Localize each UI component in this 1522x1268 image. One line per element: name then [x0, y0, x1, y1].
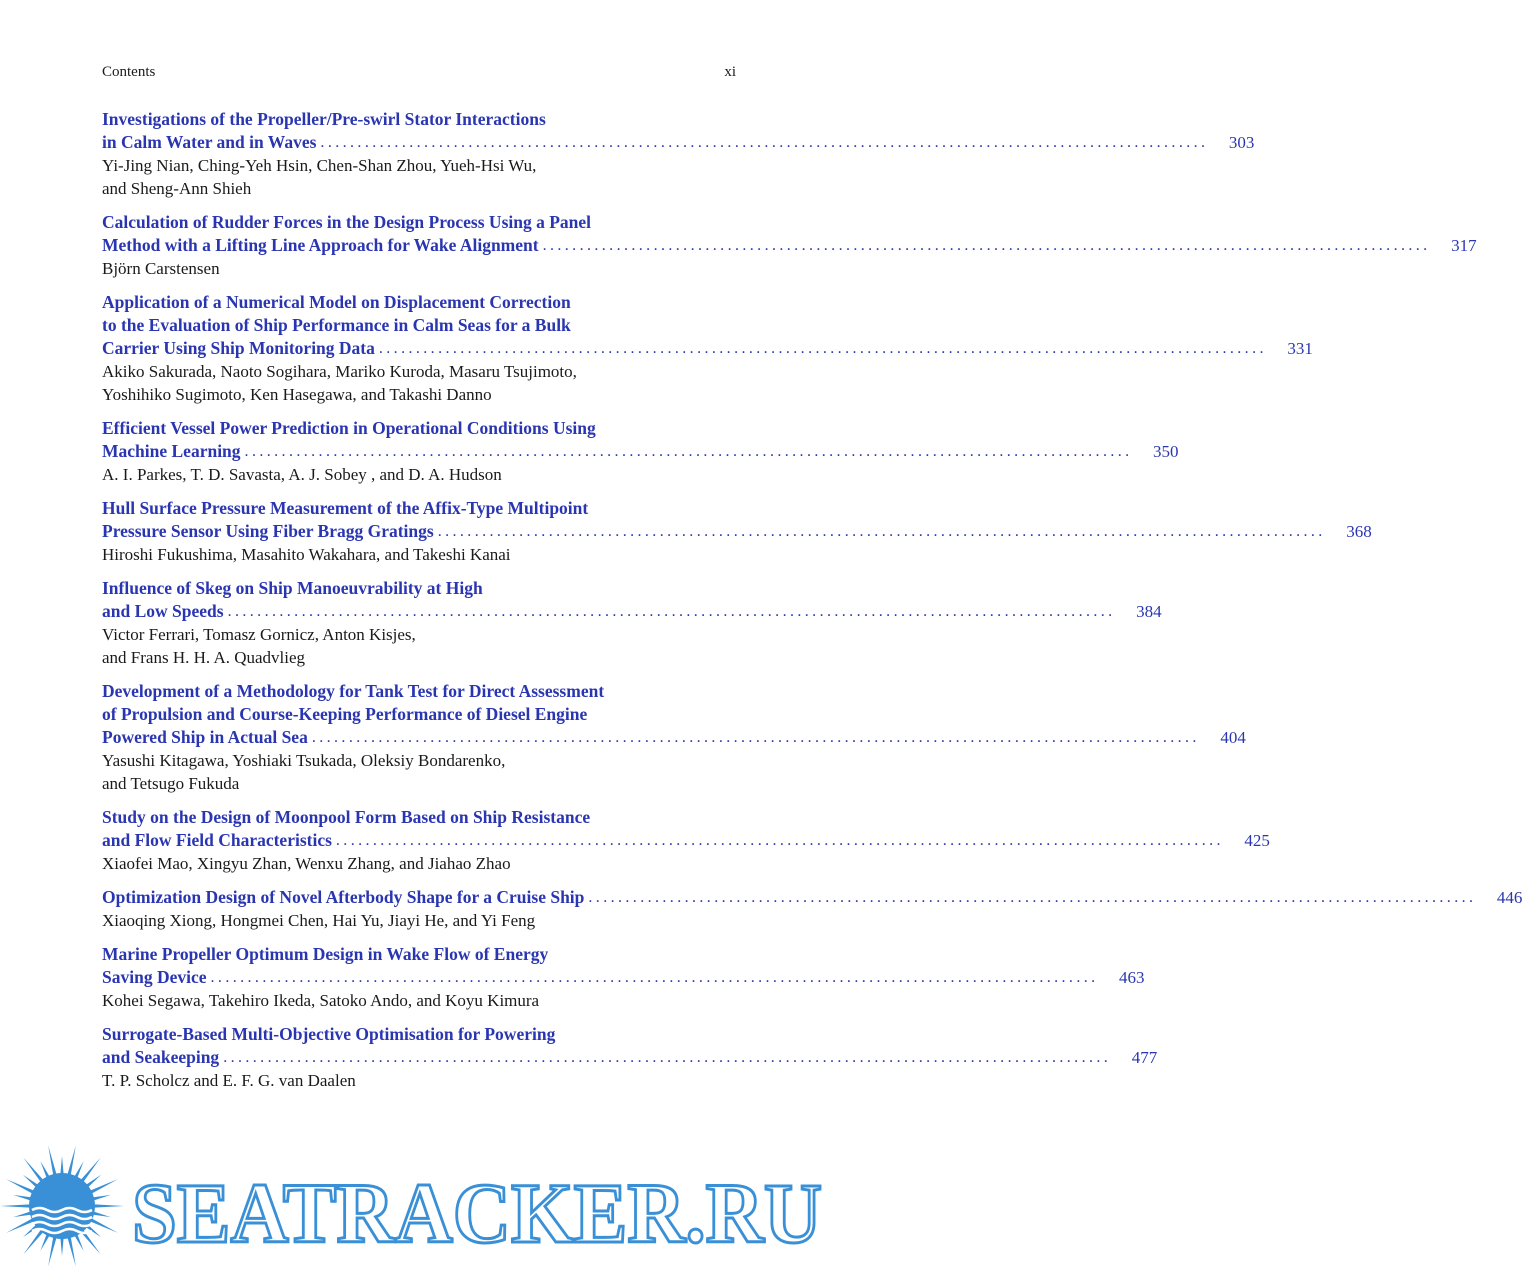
table-of-contents — [102, 108, 1522, 1103]
sun-ray — [67, 1235, 76, 1267]
toc-entry-page-number[interactable]: 368 — [1346, 522, 1372, 541]
toc-entry-authors: Kohei Segawa, Takehiro Ikeda, Satoko Ando, and Koyu Kimura — [102, 991, 540, 1010]
toc-entry-title[interactable]: Surrogate-Based Multi-Objective Optimisation for Powering — [102, 1024, 556, 1044]
dot-leader: ........................................................................................................................ — [223, 1049, 1112, 1066]
toc-entry-title-line[interactable] — [102, 806, 736, 829]
toc-entry-title[interactable]: Efficient Vessel Power Prediction in Operational Conditions Using — [102, 418, 596, 438]
toc-entry-title[interactable]: and Low Speeds — [102, 601, 224, 621]
toc-entry-authors: Victor Ferrari, Tomasz Gornicz, Anton Kisjes, — [102, 625, 416, 644]
sun-ray — [0, 1204, 32, 1208]
toc-entry-title[interactable]: Carrier Using Ship Monitoring Data — [102, 338, 375, 358]
toc-entry-authors: T. P. Scholcz and E. F. G. van Daalen — [102, 1071, 356, 1090]
toc-entry-title[interactable]: in Calm Water and in Waves — [102, 132, 317, 152]
dot-leader: ........................................................................................................................ — [542, 237, 1431, 254]
toc-entry-title[interactable]: of Propulsion and Course-Keeping Performance of Diesel Engine — [102, 704, 588, 724]
toc-entry-title[interactable]: to the Evaluation of Ship Performance in Calm Seas for a Bulk — [102, 315, 571, 335]
toc-entry — [102, 943, 1145, 1012]
toc-entry-page-number[interactable]: 477 — [1131, 1048, 1158, 1067]
toc-entry — [102, 291, 1313, 406]
toc-entry-title-line[interactable] — [102, 314, 736, 337]
toc-entry-title[interactable]: Powered Ship in Actual Sea — [102, 727, 308, 747]
toc-entry-title-line[interactable] — [102, 234, 1477, 257]
toc-entry-page-number[interactable]: 463 — [1119, 968, 1145, 987]
toc-entry-title-line[interactable] — [102, 337, 1313, 360]
toc-entry-title-line[interactable] — [102, 440, 1179, 463]
toc-entry-page-number[interactable]: 404 — [1220, 728, 1246, 747]
toc-entry-title-line[interactable] — [102, 417, 736, 440]
toc-entry-title-line[interactable] — [102, 1023, 736, 1046]
toc-entry-title-line[interactable] — [102, 1046, 1158, 1069]
toc-entry — [102, 806, 1270, 875]
toc-entry-title[interactable]: Pressure Sensor Using Fiber Bragg Gratings — [102, 521, 434, 541]
toc-entry — [102, 886, 1522, 932]
toc-entry-title-line[interactable] — [102, 211, 736, 234]
toc-entry-page-number[interactable]: 303 — [1228, 133, 1255, 152]
toc-entry-authors: Xiaoqing Xiong, Hongmei Chen, Hai Yu, Jiayi He, and Yi Feng — [102, 911, 536, 930]
toc-entry-title[interactable]: Study on the Design of Moonpool Form Based on Ship Resistance — [102, 807, 591, 827]
toc-entry-page-number[interactable]: 331 — [1287, 339, 1313, 358]
toc-entry-title-line[interactable] — [102, 703, 736, 726]
toc-entry-page-number[interactable]: 384 — [1136, 602, 1162, 621]
toc-entry-authors: and Frans H. H. A. Quadvlieg — [102, 648, 306, 667]
toc-entry-title-line[interactable] — [102, 108, 736, 131]
toc-entry-authors: A. I. Parkes, T. D. Savasta, A. J. Sobey , and D. A. Hudson — [102, 465, 502, 484]
toc-entry — [102, 417, 1179, 486]
dot-leader: ........................................................................................................................ — [320, 134, 1209, 151]
toc-entry-authors: Hiroshi Fukushima, Masahito Wakahara, and Takeshi Kanai — [102, 545, 511, 564]
toc-entry-title-line[interactable] — [102, 966, 1145, 989]
toc-entry-title[interactable]: Hull Surface Pressure Measurement of the Affix-Type Multipoint — [102, 498, 589, 518]
toc-entry-title-line[interactable] — [102, 497, 736, 520]
toc-entry — [102, 211, 1477, 280]
dot-leader: ........................................................................................................................ — [437, 523, 1326, 540]
toc-entry — [102, 108, 1255, 200]
toc-entry-title[interactable]: Marine Propeller Optimum Design in Wake Flow of Energy — [102, 944, 549, 964]
toc-entry — [102, 680, 1246, 795]
page-number-roman: xi — [724, 64, 736, 80]
toc-entry-title[interactable]: Development of a Methodology for Tank Test for Direct Assessment — [102, 681, 605, 701]
toc-entry-title[interactable]: Influence of Skeg on Ship Manoeuvrability at High — [102, 578, 483, 598]
running-header-title: Contents — [102, 64, 156, 80]
watermark — [0, 1140, 834, 1268]
sun-ray — [48, 1235, 57, 1267]
sun-ray — [23, 1158, 44, 1184]
dot-leader: ........................................................................................................................ — [244, 443, 1133, 460]
sun-ray — [92, 1204, 124, 1208]
toc-entry-authors: and Tetsugo Fukuda — [102, 774, 240, 793]
toc-entry-title-line[interactable] — [102, 577, 736, 600]
running-header — [102, 64, 736, 86]
dot-leader: ........................................................................................................................ — [588, 889, 1477, 906]
watermark-text: SEATRACKER.RU — [132, 1165, 822, 1261]
dot-leader: ........................................................................................................................ — [335, 832, 1224, 849]
dot-leader: ........................................................................................................................ — [227, 603, 1116, 620]
sun-logo-icon — [0, 1146, 124, 1267]
toc-entry-title[interactable]: Method with a Lifting Line Approach for Wake Alignment — [102, 235, 539, 255]
toc-entry-authors: Akiko Sakurada, Naoto Sogihara, Mariko Kuroda, Masaru Tsujimoto, — [102, 362, 577, 381]
toc-entry-title-line[interactable] — [102, 886, 1522, 909]
toc-entry-page-number[interactable]: 350 — [1153, 442, 1179, 461]
toc-entry-title-line[interactable] — [102, 131, 1255, 154]
toc-entry-title[interactable]: Saving Device — [102, 967, 207, 987]
toc-entry-title[interactable]: Application of a Numerical Model on Displacement Correction — [102, 292, 571, 312]
toc-entry-title-line[interactable] — [102, 291, 736, 314]
toc-entry-title[interactable]: Optimization Design of Novel Afterbody Shape for a Cruise Ship — [102, 887, 585, 907]
dot-leader: ........................................................................................................................ — [311, 729, 1200, 746]
toc-entry-title-line[interactable] — [102, 520, 1372, 543]
toc-entry — [102, 1023, 1158, 1092]
sun-ray — [79, 1158, 100, 1184]
sun-ray — [23, 1228, 44, 1254]
toc-entry-page-number[interactable]: 446 — [1496, 888, 1522, 907]
toc-entry-authors: Yi-Jing Nian, Ching-Yeh Hsin, Chen-Shan Zhou, Yueh-Hsi Wu, — [102, 156, 537, 175]
toc-entry — [102, 577, 1162, 669]
toc-entry-authors: Yasushi Kitagawa, Yoshiaki Tsukada, Oleksiy Bondarenko, — [102, 751, 506, 770]
toc-entry-title[interactable]: and Seakeeping — [102, 1047, 220, 1067]
toc-entry-authors: and Sheng-Ann Shieh — [102, 179, 252, 198]
toc-entry-page-number[interactable]: 425 — [1244, 831, 1270, 850]
toc-entry-authors: Yoshihiko Sugimoto, Ken Hasegawa, and Takashi Danno — [102, 385, 492, 404]
dot-leader: ........................................................................................................................ — [378, 340, 1267, 357]
sun-ray — [67, 1146, 76, 1178]
toc-entry-title[interactable]: Calculation of Rudder Forces in the Design Process Using a Panel — [102, 212, 592, 232]
dot-leader: ........................................................................................................................ — [210, 969, 1099, 986]
toc-entry-title-line[interactable] — [102, 600, 1162, 623]
toc-entry-title-line[interactable] — [102, 829, 1270, 852]
toc-entry-title-line[interactable] — [102, 726, 1246, 749]
toc-entry-title-line[interactable] — [102, 943, 736, 966]
toc-entry-title[interactable]: Investigations of the Propeller/Pre-swirl Stator Interactions — [102, 109, 546, 129]
toc-entry-title[interactable]: and Flow Field Characteristics — [102, 830, 332, 850]
sun-ray — [48, 1146, 57, 1178]
toc-entry-page-number[interactable]: 317 — [1451, 236, 1477, 255]
toc-entry — [102, 497, 1372, 566]
toc-entry-authors: Björn Carstensen — [102, 259, 220, 278]
toc-entry-authors: Xiaofei Mao, Xingyu Zhan, Wenxu Zhang, and Jiahao Zhao — [102, 854, 511, 873]
toc-entry-title[interactable]: Machine Learning — [102, 441, 241, 461]
toc-entry-title-line[interactable] — [102, 680, 736, 703]
